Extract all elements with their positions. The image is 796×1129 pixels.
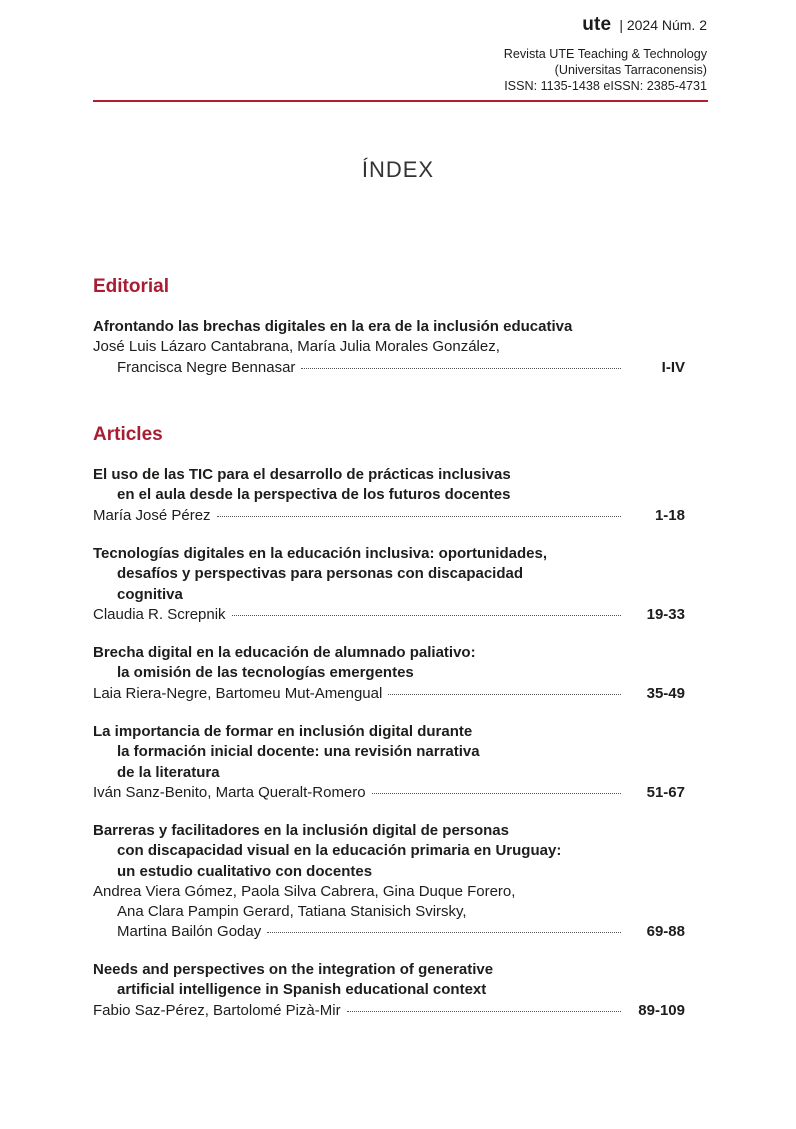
dot-leader <box>267 932 621 933</box>
entry-title: La importancia de formar en inclusión digital durante <box>93 723 473 740</box>
entry-authors: Ana Clara Pampin Gerard, Tatiana Stanisich Svirsky, <box>117 903 467 921</box>
page-title: ÍNDEX <box>361 157 435 182</box>
entry-pages: 19-33 <box>646 605 685 623</box>
entry-authors: Francisca Negre Bennasar <box>117 358 296 376</box>
entry-title: Tecnologías digitales en la educación inclusiva: oportunidades, <box>93 545 547 562</box>
entry-title: artificial intelligence in Spanish educational context <box>117 981 487 999</box>
toc-entry[interactable] <box>93 317 685 378</box>
toc-entry[interactable] <box>93 465 685 526</box>
entry-title: Barreras y facilitadores en la inclusión digital de personas <box>93 822 509 839</box>
journal-issn: ISSN: 1135-1438 eISSN: 2385-4731 <box>504 79 707 94</box>
journal-name: Revista UTE Teaching & Technology <box>503 47 707 61</box>
toc-entry[interactable] <box>93 821 685 943</box>
dot-leader <box>372 793 621 794</box>
section-heading-editorial: Editorial <box>93 276 170 297</box>
dot-leader <box>301 368 621 369</box>
dot-leader <box>388 694 621 695</box>
toc-entry[interactable] <box>93 722 685 803</box>
section-heading-articles: Articles <box>93 424 163 445</box>
entry-title: con discapacidad visual en la educación primaria en Uruguay: <box>117 842 562 860</box>
entry-title: en el aula desde la perspectiva de los futuros docentes <box>117 486 511 504</box>
entry-title: Needs and perspectives on the integration of generative <box>93 961 494 978</box>
entry-title: un estudio cualitativo con docentes <box>117 862 373 880</box>
entry-authors: Andrea Viera Gómez, Paola Silva Cabrera, Gina Duque Forero, <box>93 882 516 900</box>
journal-university: (Universitas Tarraconensis) <box>554 63 707 78</box>
entry-title: cognitiva <box>117 585 183 603</box>
entry-title: de la literatura <box>117 763 220 781</box>
entry-authors: Iván Sanz-Benito, Marta Queralt-Romero <box>93 783 366 801</box>
header-divider <box>93 100 708 102</box>
entry-pages: 51-67 <box>646 783 685 801</box>
entry-title: Brecha digital en la educación de alumnado paliativo: <box>93 644 476 661</box>
entry-title: la omisión de las tecnologías emergentes <box>117 664 414 682</box>
toc-entry[interactable] <box>93 544 685 625</box>
entry-authors: María José Pérez <box>93 506 211 524</box>
entry-authors: Martina Bailón Goday <box>117 923 262 941</box>
entry-pages: 69-88 <box>646 923 685 941</box>
dot-leader <box>217 516 621 517</box>
entry-pages: 35-49 <box>646 684 685 702</box>
logo-line <box>504 14 707 36</box>
entry-authors: Laia Riera-Negre, Bartomeu Mut-Amengual <box>93 684 383 702</box>
entry-authors: José Luis Lázaro Cantabrana, María Julia Morales González, <box>93 338 500 356</box>
entry-authors: Claudia R. Screpnik <box>93 605 226 623</box>
dot-leader <box>347 1011 621 1012</box>
toc-entry[interactable] <box>93 960 685 1021</box>
issue-label: | 2024 Núm. 2 <box>619 17 707 33</box>
entry-authors: Fabio Saz-Pérez, Bartolomé Pizà-Mir <box>93 1001 341 1019</box>
entry-pages: 89-109 <box>638 1001 685 1019</box>
entry-title: desafíos y perspectivas para personas con discapacidad <box>117 565 524 583</box>
entry-pages: I-IV <box>661 358 685 376</box>
entry-title: la formación inicial docente: una revisión narrativa <box>117 743 480 761</box>
entry-pages: 1-18 <box>654 506 685 524</box>
journal-info <box>504 46 707 95</box>
toc-entry[interactable] <box>93 643 685 704</box>
entry-title: El uso de las TIC para el desarrollo de prácticas inclusivas <box>93 466 511 483</box>
journal-header <box>504 14 707 95</box>
journal-logo: ute <box>582 14 612 35</box>
dot-leader <box>232 615 621 616</box>
entry-title: Afrontando las brechas digitales en la era de la inclusión educativa <box>93 318 573 335</box>
